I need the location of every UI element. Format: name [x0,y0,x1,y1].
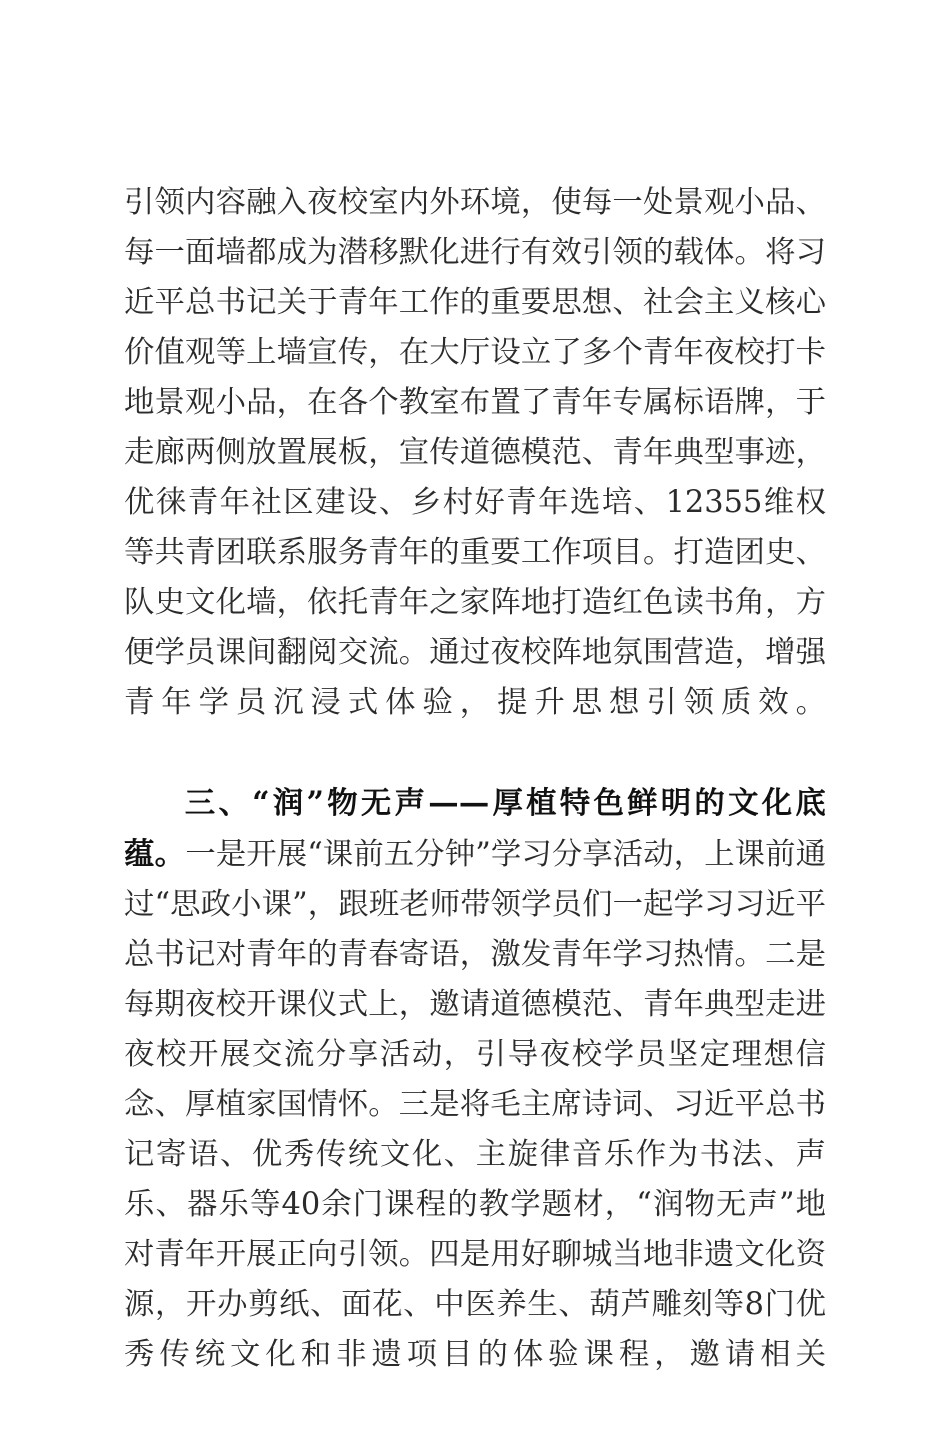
paragraph-section-three [124,778,826,1430]
paragraph-continued: 引领内容融入夜校室内外环境，使每一处景观小品、每一面墙都成为潜移默化进行有效引领的载体。将习近平总书记关于青年工作的重要思想、社会主义核心价值观等上墙宣传，在大厅设立了多个青年夜校打卡地景观小品，在各个教室布置了青年专属标语牌，于走廊两侧放置展板，宣传道德模范、青年典型事迹，优徕青年社区建设、乡村好青年选培、12355维权等共青团联系服务青年的重要工作项目。打造团史、队史文化墙，依托青年之家阵地打造红色读书角，方便学员课间翻阅交流。通过夜校阵地氛围营造，增强青年学员沉浸式体验，提升思想引领质效。 [124,185,826,720]
text-column [124,178,826,1430]
section-three-body: 一是开展“课前五分钟”学习分享活动，上课前通过“思政小课”，跟班老师带领学员们一起学习习近平总书记对青年的青春寄语，激发青年学习热情。二是每期夜校开课仪式上，邀请道德模范、青年典型走进夜校开展交流分享活动，引导夜校学员坚定理想信念、厚植家国情怀。三是将毛主席诗词、习近平总书记寄语、优秀传统文化、主旋律音乐作为书法、声乐、器乐等40余门课程的教学题材，“润物无声”地对青年开展正向引领。四是用好聊城当地非遗文化资源，开办剪纸、面花、中医养生、葫芦雕刻等8门优秀传统文化和非遗项目的体验课程，邀请相关 [124,837,827,1372]
section-heading-three: 三、“润”物无声——厚植特色鲜明的文化底蕴。 [124,785,826,872]
